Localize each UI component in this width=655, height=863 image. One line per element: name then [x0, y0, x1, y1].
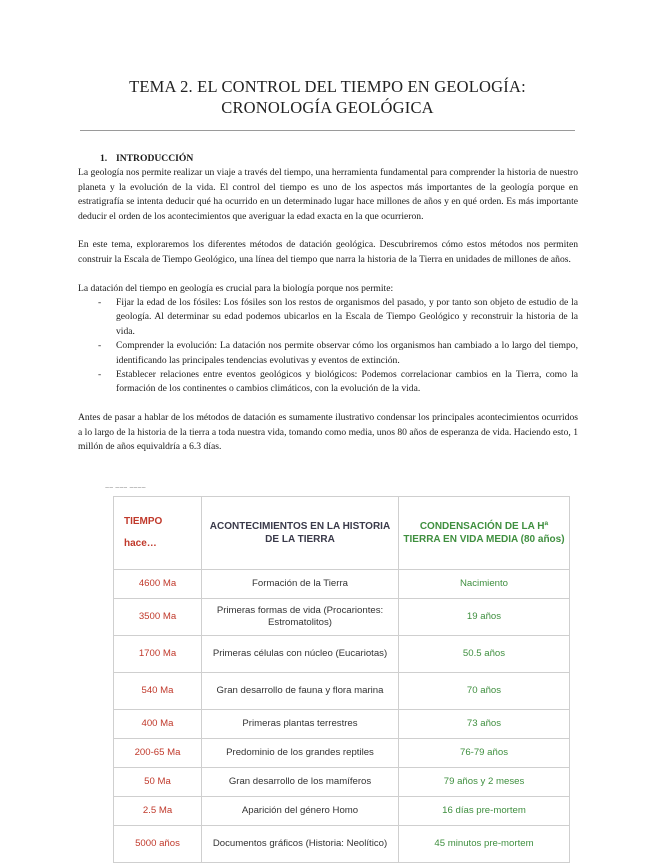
bullet-item: - Comprender la evolución: La datación nos permite observar cómo los organismos han cambiado a lo largo del tiempo, identificando las principales tendencias evolutivas y eventos de extinción.	[78, 339, 578, 368]
table-header-row	[114, 497, 570, 570]
table-row	[114, 636, 570, 673]
cell-condensation: 76-79 años	[399, 739, 570, 768]
cell-event: Primeras plantas terrestres	[202, 710, 399, 739]
document-title	[0, 76, 655, 118]
geologic-history-table-image	[113, 496, 569, 849]
cell-time: 200-65 Ma	[114, 739, 202, 768]
cell-time: 50 Ma	[114, 768, 202, 797]
cell-event: Primeras células con núcleo (Eucariotas)	[202, 636, 399, 673]
cell-time: 5000 años	[114, 826, 202, 863]
table-row	[114, 570, 570, 599]
paragraph: En este tema, exploraremos los diferentes métodos de datación geológica. Descubriremos cómo estos métodos nos permiten construir la Escala de Tiempo Geológico, una línea del tiempo que narra la historia de la Tierra en unidades de millones de años.	[78, 239, 578, 265]
table-row	[114, 797, 570, 826]
cell-condensation: 50.5 años	[399, 636, 570, 673]
header-time-label: TIEMPO	[124, 516, 163, 527]
cropped-caption: ~~ ~~~ ~~~~	[105, 486, 146, 492]
geologic-history-table	[113, 496, 570, 863]
bullet-item: - Establecer relaciones entre eventos geológicos y biológicos: Podemos correlacionar cambios en la Tierra, como la formación de los continentes o cambios climáticos, con la evolución de la vida.	[78, 368, 578, 397]
cell-time: 400 Ma	[114, 710, 202, 739]
cell-time: 2.5 Ma	[114, 797, 202, 826]
header-events: ACONTECIMIENTOS EN LA HISTORIA DE LA TIERRA	[202, 497, 399, 570]
table-row	[114, 826, 570, 863]
cell-condensation: 45 minutos pre-mortem	[399, 826, 570, 863]
cell-condensation: 73 años	[399, 710, 570, 739]
cell-condensation: 16 días pre-mortem	[399, 797, 570, 826]
cell-time: 1700 Ma	[114, 636, 202, 673]
table-row	[114, 739, 570, 768]
section-number: 1.	[100, 153, 108, 164]
title-line-1: TEMA 2. EL CONTROL DEL TIEMPO EN GEOLOGÍA:	[129, 77, 526, 96]
header-condensation: CONDENSACIÓN DE LA Hª TIERRA EN VIDA MEDIA (80 años)	[399, 497, 570, 570]
cell-event: Gran desarrollo de los mamíferos	[202, 768, 399, 797]
header-time-sub: hace…	[124, 538, 157, 549]
table-row	[114, 710, 570, 739]
paragraph: Antes de pasar a hablar de los métodos de datación es sumamente ilustrativo condensar los principales acontecimientos ocurridos a lo largo de la historia de la tierra a toda nuestra vida, tomando como media, unos 80 años de esperanza de vida. Haciendo esto, 1 millón de años equivaldría a 6.3 días.	[78, 412, 578, 453]
section-heading	[78, 152, 578, 166]
title-line-2: CRONOLOGÍA GEOLÓGICA	[221, 98, 434, 117]
table-row	[114, 599, 570, 636]
table-body	[114, 570, 570, 863]
cell-event: Documentos gráficos (Historia: Neolítico)	[202, 826, 399, 863]
cell-condensation: 79 años y 2 meses	[399, 768, 570, 797]
cell-condensation: Nacimiento	[399, 570, 570, 599]
cell-event: Formación de la Tierra	[202, 570, 399, 599]
cell-time: 3500 Ma	[114, 599, 202, 636]
cell-condensation: 70 años	[399, 673, 570, 710]
section-title: INTRODUCCIÓN	[116, 153, 194, 164]
title-divider	[80, 130, 575, 131]
bullet-item: - Fijar la edad de los fósiles: Los fósiles son los restos de organismos del pasado, y por tanto son objeto de estudio de la geología. Al determinar su edad podemos ubicarlos en la Escala de Tiempo Geológico y reconstruir la historia de la vida.	[78, 296, 578, 339]
cell-event: Aparición del género Homo	[202, 797, 399, 826]
cell-time: 4600 Ma	[114, 570, 202, 599]
cell-event: Primeras formas de vida (Procariontes: Estromatolitos)	[202, 599, 399, 636]
paragraph: La geología nos permite realizar un viaje a través del tiempo, una herramienta fundamental para comprender la historia de nuestro planeta y la evolución de la vida. El control del tiempo es uno de los aspectos más importantes de la geología porque en estratigrafía se intenta deducir qué ha ocurrido en un determinado lugar hace millones de años y en qué orden. Es más importante deducir el orden de los acontecimientos que averiguar la edad exacta en la que ocurrieron.	[78, 167, 578, 222]
cell-event: Predominio de los grandes reptiles	[202, 739, 399, 768]
table-row	[114, 768, 570, 797]
table-row	[114, 673, 570, 710]
cell-time: 540 Ma	[114, 673, 202, 710]
document-body	[78, 152, 578, 469]
cell-event: Gran desarrollo de fauna y flora marina	[202, 673, 399, 710]
header-time	[114, 497, 202, 570]
paragraph: La datación del tiempo en geología es crucial para la biología porque nos permite:	[78, 282, 394, 294]
cell-condensation: 19 años	[399, 599, 570, 636]
bullet-list	[78, 296, 578, 397]
